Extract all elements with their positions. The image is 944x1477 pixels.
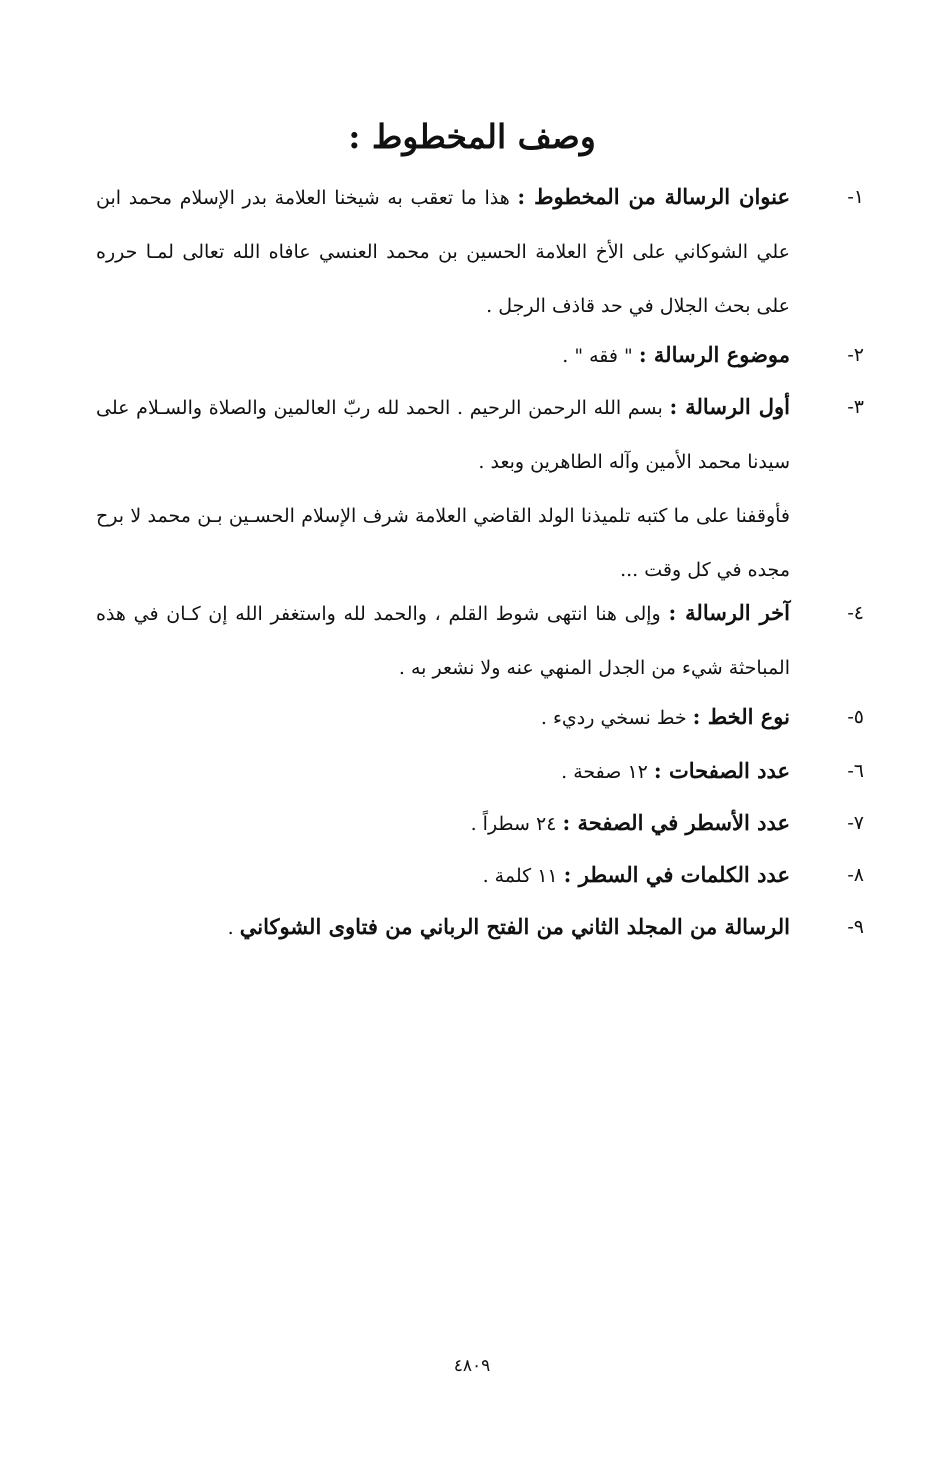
item-number: ١- (847, 186, 864, 208)
item-label: عدد الكلمات في السطر : (563, 862, 790, 887)
item-text: وإلى هنا انتهى شوط القلم ، والحمد لله واستغفر الله إن كـان في هذه المباحثة شيء من الجدل المنهي عنه ولا نشعر به . (96, 603, 790, 679)
item-number: ٩- (847, 916, 864, 938)
item-body (96, 170, 790, 333)
item-body (96, 848, 790, 903)
page-number: ٤٨٠٩ (453, 1356, 491, 1376)
item-text: هذا ما تعقب به شيخنا العلامة بدر الإسلام محمد ابن علي الشوكاني على الأخ العلامة الحسين بن محمد العنسي عافاه الله تعالى لمـا حرره على بحث الجلال في حد قاذف الرجل . (96, 187, 790, 317)
item-text: " فقه " . (562, 345, 633, 367)
item-number: ٥- (847, 706, 864, 728)
item-number: ٤- (847, 602, 864, 624)
item-body (96, 796, 790, 851)
item-paragraph-continued: فأوقفنا على ما كتبه تلميذنا الولد القاضي العلامة شرف الإسلام الحسـين بـن محمد لا برح مجده في كل وقت ... (96, 505, 790, 581)
item-paragraph (96, 380, 790, 489)
item-label: عدد الصفحات : (653, 758, 790, 783)
page-title: وصف المخطوط : (348, 117, 596, 156)
item-body (96, 380, 790, 597)
item-label: نوع الخط : (692, 704, 790, 729)
item-text: ١١ كلمة . (482, 865, 558, 887)
item-number: ٢- (847, 344, 864, 366)
item-body (96, 744, 790, 799)
item-label: الرسالة من المجلد الثاني من الفتح الرباني من فتاوى الشوكاني (239, 914, 790, 939)
item-text: بسم الله الرحمن الرحيم . الحمد لله ربّ العالمين والصلاة والسـلام على سيدنا محمد الأمين وآله الطاهرين وبعد . (96, 397, 790, 473)
item-text: ١٢ صفحة . (561, 761, 648, 783)
item-label: أول الرسالة : (669, 394, 790, 419)
item-number: ٨- (847, 864, 864, 886)
item-number: ٣- (847, 396, 864, 418)
item-label: عدد الأسطر في الصفحة : (562, 810, 790, 835)
item-label: آخر الرسالة : (668, 600, 790, 625)
item-body (96, 900, 790, 955)
item-body (96, 690, 790, 745)
item-number: ٧- (847, 812, 864, 834)
item-text: . (227, 917, 234, 939)
item-body (96, 586, 790, 695)
item-number: ٦- (847, 760, 864, 782)
item-text: خط نسخي رديء . (540, 707, 687, 729)
item-label: عنوان الرسالة من المخطوط : (517, 184, 790, 209)
item-text: ٢٤ سطراً . (470, 813, 557, 835)
item-label: موضوع الرسالة : (638, 342, 790, 367)
item-body (96, 328, 790, 383)
